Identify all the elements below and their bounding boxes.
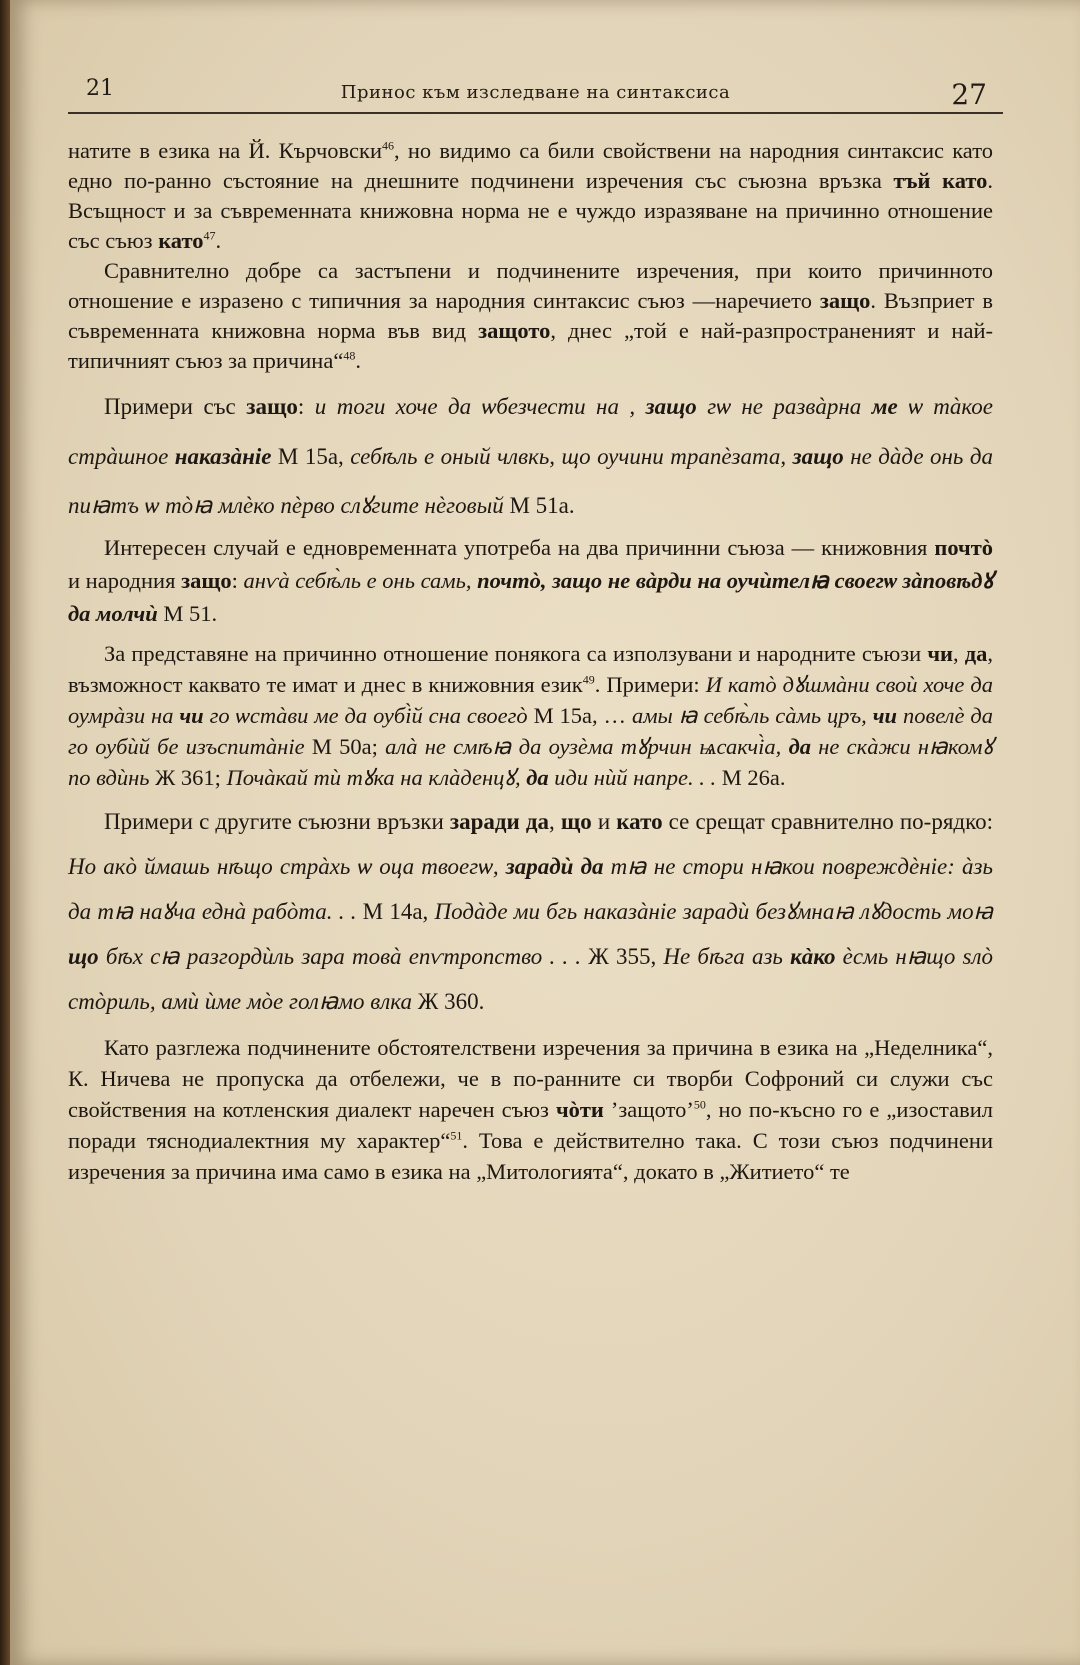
paragraph-6-examples: Примери с другите съюзни връзки заради да, що и като се срещат сравнително по-рядко: Но акò ймашь нѣщо стрàхь ѡ оца твоегѡ, зарадѝ да тꙗ не стори нꙗкои повреждѐніе: àзь да тꙗ наꙋча еднà рабòта. . . М 14а, Подàде ми бгь наказàніе зарадѝ безꙋмнаꙗ лꙋдость моꙗ що бѣх сꙗ разгордѝль зара товà епѵтропство . . . Ж 355, Не бѣга азь кàко ѐсмь нꙗщо ѕлò стòриль, амѝ ѝме мòе голꙗмо влка Ж 360. (68, 808, 994, 1014)
footnote-ref: 50 (693, 1097, 706, 1111)
footnote-ref: 46 (382, 138, 394, 153)
footnote-ref: 51 (450, 1128, 463, 1142)
paragraph-2: Сравнително добре са застъпени и подчинените изречения, при които причинното отношение е изразено с типичния за народния синтаксис съюз —наречието защо. Възприет в съвременната книжовна норма във вид защото, днес „той е най-разпространеният и най-типичният съюз за причина“$^{48}$. (68, 258, 993, 373)
running-title: Принос към изследване на синтаксиса (340, 82, 731, 103)
paragraph-7: Като разглежа подчинените обстоятелствени изречения за причина в езика на „Неделника“, К. Ничева не пропуска да отбележи, че в по-ранните си творби Софроний си служи със свойствения на котленския диалект наречен съюз чòти ’защото’$^{50}$, но по-късно го е „изоставил поради тяснодиалектния му характер“$^{51}$. Това е действително така. С този съюз подчинени изречения за причина има само в езика на „Митологията“, докато в „Житието“ те (68, 1034, 993, 1184)
book-page (10, 0, 1080, 1665)
page-body (68, 136, 993, 1187)
paragraph-5-intro: За представяне на причинно отношение понякога са използувани и народните съюзи чи, да, възможност каквато те имат и днес в книжовния език$^{49}$. Примери: И катò дꙋшмàни своѝ хоче да оумрàзи на чи го ѡстàви ме да оубі̀й сна своегò М 15а, … амы ꙗ себѣ̀ль сàмь цръ, чи повелѐ да го оубѝй бе изъспитàніе М 50а; алà не смѣꙗ да оузѐма тꙋрчин ѩсакчі̀а, да не скàжи нꙗкомꙋ по вдѝнь Ж 361; Почàкай тѝ тꙋка на клàденцꙋ, да иди нѝй напре. . . М 26а. (68, 640, 994, 790)
left-page-number: 21 (86, 76, 114, 101)
right-page-number: 27 (951, 78, 987, 111)
footnote-ref: 48 (343, 348, 356, 363)
footnote-ref: 49 (582, 672, 595, 686)
paragraph-4: Интересен случай е едновременната употреба на два причинни съюза — книжовния почтò и народния защо: анѵà себѣ̀ль е онь самь, почтò, защо не вàрди на оучѝтелꙗ своегѡ зàповѣдꙋ да молчѝ М 51. (68, 534, 993, 626)
footnote-ref: 47 (203, 228, 216, 243)
paragraph-3-examples: Примери със защо: и тоги хоче да ѡбезчести на , защо гѡ не развàрна ме ѡ тàкое стрàшное наказàніе М 15а, себѣль е оный члвкь, що оучини трапѐзата, защо не дàде онь да пиꙗтъ ѡ тòꙗ млѐко пѐрво слꙋгите нѐговый М 51а. (68, 394, 993, 518)
paragraph-1: натите в езика на Й. Кърчовски$^{46}$, но видимо са били свойствени на народния синтаксис като едно по-ранно състояние на днешните подчинени изречения със съюзна връзка тъй като. Всъщност и за съвременната книжовна норма не е чуждо изразяване на причинно отношение със съюз като$^{47}$. (68, 138, 993, 253)
running-header (68, 72, 1003, 114)
